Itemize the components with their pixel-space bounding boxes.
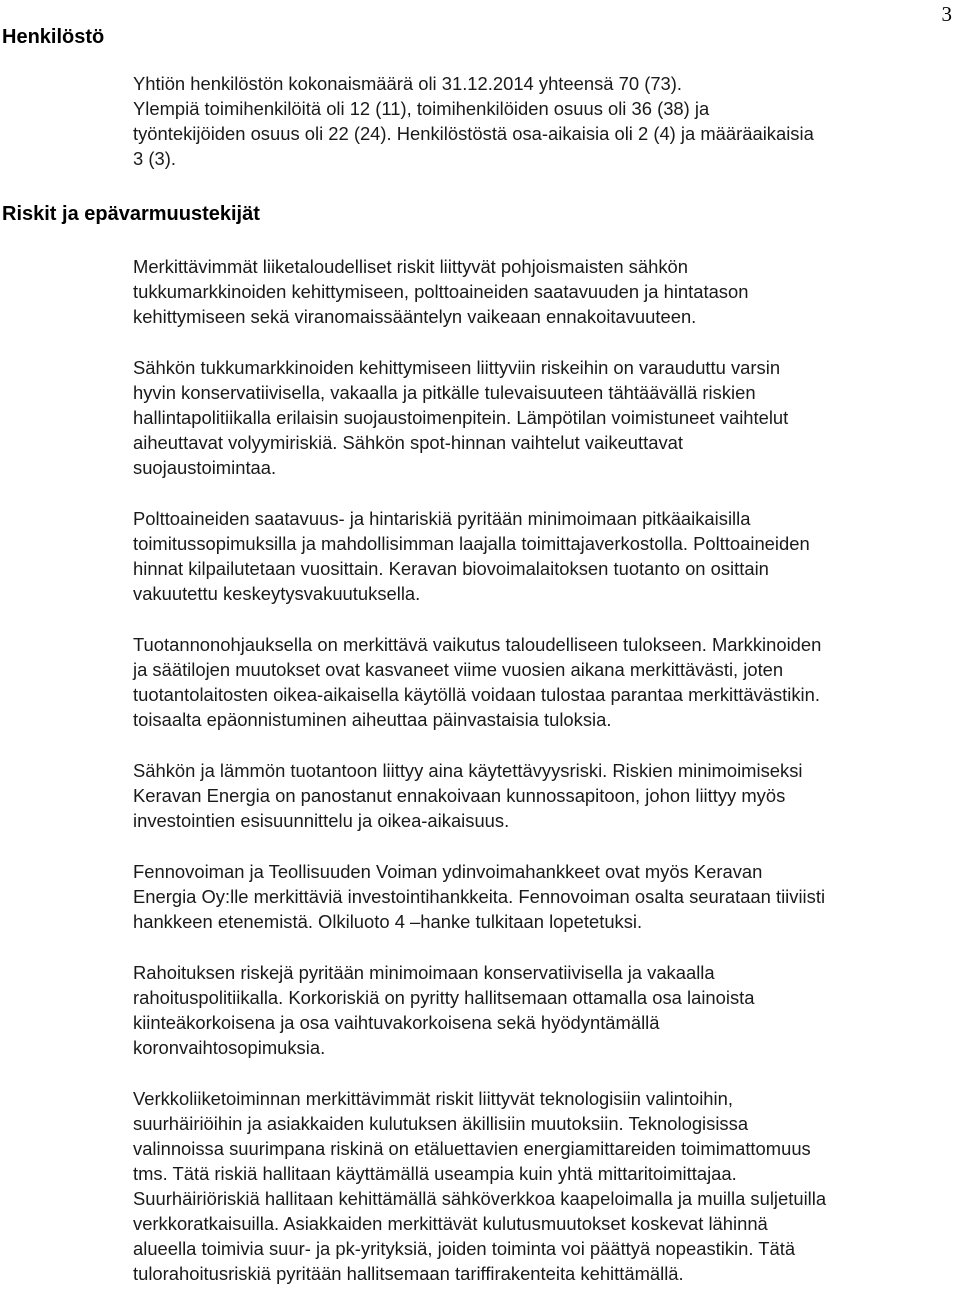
paragraph bbox=[133, 254, 955, 329]
text-line: Polttoaineiden saatavuus- ja hintariskiä pyritään minimoimaan pitkäaikaisilla bbox=[133, 508, 751, 529]
paragraph bbox=[133, 758, 955, 833]
text-line: ja säätilojen muutokset ovat kasvaneet viime vuosien aikana merkittävästi, joten bbox=[133, 659, 784, 680]
paragraph bbox=[133, 355, 955, 480]
text-line: Sähkön ja lämmön tuotantoon liittyy aina käytettävyysriski. Riskien minimoimiseksi bbox=[133, 760, 803, 781]
text-line: Merkittävimmät liiketaloudelliset riskit liittyvät pohjoismaisten sähkön bbox=[133, 256, 688, 277]
text-line: Verkkoliiketoiminnan merkittävimmät riskit liittyvät teknologisiin valintoihin, bbox=[133, 1088, 733, 1109]
text-line: Tuotannonohjauksella on merkittävä vaikutus taloudelliseen tulokseen. Markkinoiden bbox=[133, 634, 822, 655]
text-line: valinnoissa suurimpana riskinä on etäluettavien energiamittareiden toimimattomuus bbox=[133, 1138, 811, 1159]
text-line: koronvaihtosopimuksia. bbox=[133, 1037, 326, 1058]
text-line: 3 (3). bbox=[133, 148, 176, 169]
text-line: aiheuttavat volyymiriskiä. Sähkön spot-hinnan vaihtelut vaikeuttavat bbox=[133, 432, 683, 453]
text-line: Rahoituksen riskejä pyritään minimoimaan konservatiivisella ja vakaalla bbox=[133, 962, 715, 983]
section-heading-henkilosto: Henkilöstö bbox=[2, 26, 105, 48]
text-line: tulorahoitusriskiä pyritään hallitsemaan tariffirakenteita kehittämällä. bbox=[133, 1263, 684, 1284]
text-line: Energia Oy:lle merkittäviä investointihankkeita. Fennovoiman osalta seurataan tiiviisti bbox=[133, 886, 826, 907]
paragraph bbox=[133, 859, 955, 934]
text-line: toisaalta epäonnistuminen aiheuttaa päinvastaisia tuloksia. bbox=[133, 709, 612, 730]
text-line: hyvin konservatiivisella, vakaalla ja pitkälle tulevaisuuteen tähtäävällä riskien bbox=[133, 382, 756, 403]
text-line: Sähkön tukkumarkkinoiden kehittymiseen liittyviin riskeihin on varauduttu varsin bbox=[133, 357, 781, 378]
text-line: tms. Tätä riskiä hallitaan käyttämällä useampia kuin yhtä mittaritoimittajaa. bbox=[133, 1163, 737, 1184]
risk-section-body bbox=[133, 632, 955, 732]
text-line: tukkumarkkinoiden kehittymiseen, polttoaineiden saatavuuden ja hintatason bbox=[133, 281, 749, 302]
text-line: tuotantolaitosten oikea-aikaisella käytöllä voidaan tulostaa parantaa merkittävästikin. bbox=[133, 684, 820, 705]
risk-section-body bbox=[133, 355, 955, 480]
risk-section-body bbox=[133, 758, 955, 833]
text-line: Yhtiön henkilöstön kokonaismäärä oli 31.12.2014 yhteensä 70 (73). bbox=[133, 73, 683, 94]
text-line: alueella toimivia suur- ja pk-yrityksiä, joiden toiminta voi päättyä nopeastikin. Tätä bbox=[133, 1238, 796, 1259]
page-number: 3 bbox=[941, 2, 952, 26]
text-line: Suurhäiriöriskiä hallitaan kehittämällä sähköverkkoa kaapeloimalla ja muilla suljetuilla bbox=[133, 1188, 827, 1209]
text-line: kiinteäkorkoisena ja osa vaihtuvakorkoisena sekä hyödyntämällä bbox=[133, 1012, 660, 1033]
text-line: verkkoratkaisuilla. Asiakkaiden merkittävät kulutusmuutokset koskevat lähinnä bbox=[133, 1213, 768, 1234]
text-line: hankkeen etenemistä. Olkiluoto 4 –hanke tulkitaan lopetetuksi. bbox=[133, 911, 643, 932]
text-line: Ylempiä toimihenkilöitä oli 12 (11), toimihenkilöiden osuus oli 36 (38) ja bbox=[133, 98, 710, 119]
text-line: investointien esisuunnittelu ja oikea-aikaisuus. bbox=[133, 810, 510, 831]
text-line: Fennovoiman ja Teollisuuden Voiman ydinvoimahankkeet ovat myös Keravan bbox=[133, 861, 763, 882]
text-line: työntekijöiden osuus oli 22 (24). Henkilöstöstä osa-aikaisia oli 2 (4) ja määräaikaisia bbox=[133, 123, 814, 144]
text-line: Keravan Energia on panostanut ennakoivaan kunnossapitoon, johon liittyy myös bbox=[133, 785, 786, 806]
text-line: hinnat kilpailutetaan vuosittain. Keravan biovoimalaitoksen tuotanto on osittain bbox=[133, 558, 769, 579]
risk-section-body bbox=[133, 506, 955, 606]
paragraph bbox=[133, 960, 955, 1060]
paragraph bbox=[133, 71, 955, 171]
text-line: rahoituspolitiikalla. Korkoriskiä on pyritty hallitsemaan ottamalla osa lainoista bbox=[133, 987, 755, 1008]
text-line: kehittymiseen sekä viranomaissääntelyn vaikeaan ennakoitavuuteen. bbox=[133, 306, 697, 327]
risk-section-body bbox=[133, 859, 955, 934]
section-heading-riskit: Riskit ja epävarmuustekijät bbox=[2, 203, 260, 225]
text-line: suurhäiriöihin ja asiakkaiden kulutuksen äkillisiin muutoksiin. Teknologisissa bbox=[133, 1113, 749, 1134]
text-line: hallintapolitiikalla erilaisin suojaustoimenpitein. Lämpötilan voimistuneet vaihtelut bbox=[133, 407, 789, 428]
paragraph bbox=[133, 1086, 955, 1286]
risk-section-body bbox=[133, 254, 955, 329]
paragraph bbox=[133, 506, 955, 606]
text-line: suojaustoimintaa. bbox=[133, 457, 277, 478]
personnel-section-body bbox=[133, 71, 955, 171]
text-line: vakuutettu keskeytysvakuutuksella. bbox=[133, 583, 421, 604]
paragraph bbox=[133, 632, 955, 732]
risk-section-body bbox=[133, 1086, 955, 1286]
text-line: toimitussopimuksilla ja mahdollisimman laajalla toimittajaverkostolla. Polttoaineiden bbox=[133, 533, 810, 554]
risk-section-body bbox=[133, 960, 955, 1060]
